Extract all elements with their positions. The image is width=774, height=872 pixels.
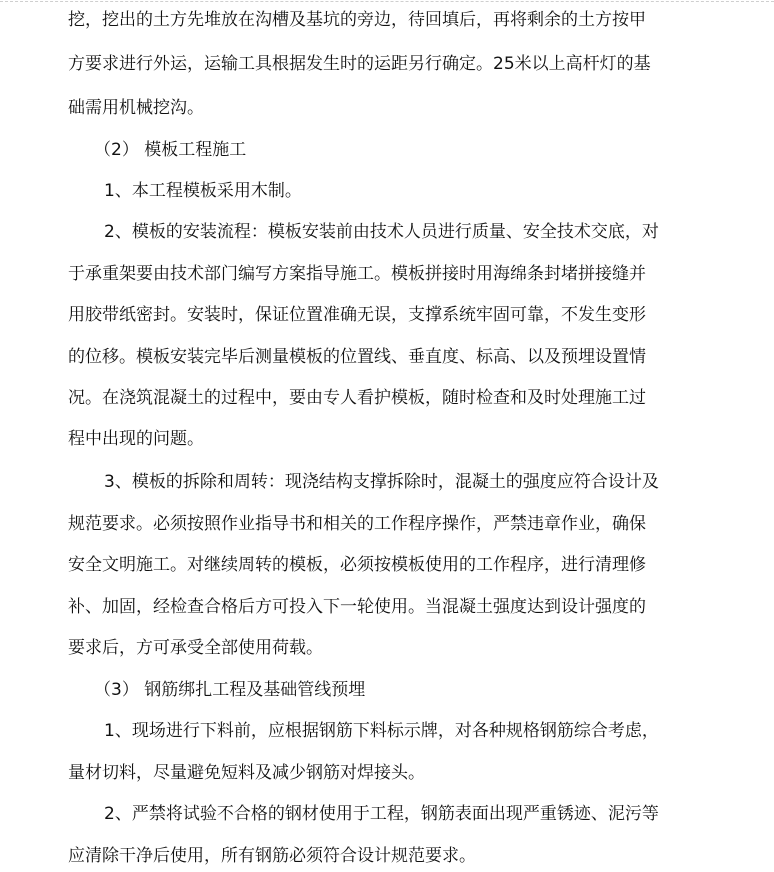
text-line: 于承重架要由技术部门编写方案指导施工。模板拼接时用海绵条封堵拼接缝并 bbox=[68, 264, 646, 284]
text-line: 的位移。模板安装完毕后测量模板的位置线、垂直度、标高、以及预埋设置情 bbox=[68, 347, 646, 367]
text-line: 2、模板的安装流程：模板安装前由技术人员进行质量、安全技术交底，对 bbox=[104, 222, 659, 242]
text-line: 况。在浇筑混凝土的过程中，要由专人看护模板，随时检查和及时处理施工过 bbox=[68, 388, 646, 408]
text-line: 1、现场进行下料前，应根据钢筋下料标示牌，对各种规格钢筋综合考虑， bbox=[104, 721, 659, 741]
text-line: 挖，挖出的土方先堆放在沟槽及基坑的旁边，待回填后，再将剩余的土方按甲 bbox=[68, 10, 646, 30]
text-line: 础需用机械挖沟。 bbox=[68, 98, 204, 118]
text-line: 方要求进行外运，运输工具根据发生时的运距另行确定。25米以上高杆灯的基 bbox=[68, 54, 651, 74]
text-line: 安全文明施工。对继续周转的模板，必须按模板使用的工作程序，进行清理修 bbox=[68, 555, 646, 575]
text-line: 要求后，方可承受全部使用荷载。 bbox=[68, 638, 323, 658]
section-heading: （3） 钢筋绑扎工程及基础管线预埋 bbox=[94, 680, 366, 700]
text-line: 1、本工程模板采用木制。 bbox=[104, 181, 302, 201]
text-line: 3、模板的拆除和周转：现浇结构支撑拆除时，混凝土的强度应符合设计及 bbox=[104, 472, 659, 492]
section-heading: （2） 模板工程施工 bbox=[94, 140, 247, 160]
text-line: 用胶带纸密封。安装时，保证位置准确无误，支撑系统牢固可靠，不发生变形 bbox=[68, 305, 646, 325]
text-line: 规范要求。必须按照作业指导书和相关的工作程序操作，严禁违章作业，确保 bbox=[68, 514, 646, 534]
text-line: 程中出现的问题。 bbox=[68, 429, 204, 449]
text-line: 应清除干净后使用，所有钢筋必须符合设计规范要求。 bbox=[68, 846, 476, 866]
page-top-divider bbox=[0, 1, 774, 2]
text-line: 补、加固，经检查合格后方可投入下一轮使用。当混凝土强度达到设计强度的 bbox=[68, 597, 646, 617]
text-line: 量材切料，尽量避免短料及减少钢筋对焊接头。 bbox=[68, 763, 425, 783]
text-line: 2、严禁将试验不合格的钢材使用于工程，钢筋表面出现严重锈迹、泥污等 bbox=[104, 804, 659, 824]
